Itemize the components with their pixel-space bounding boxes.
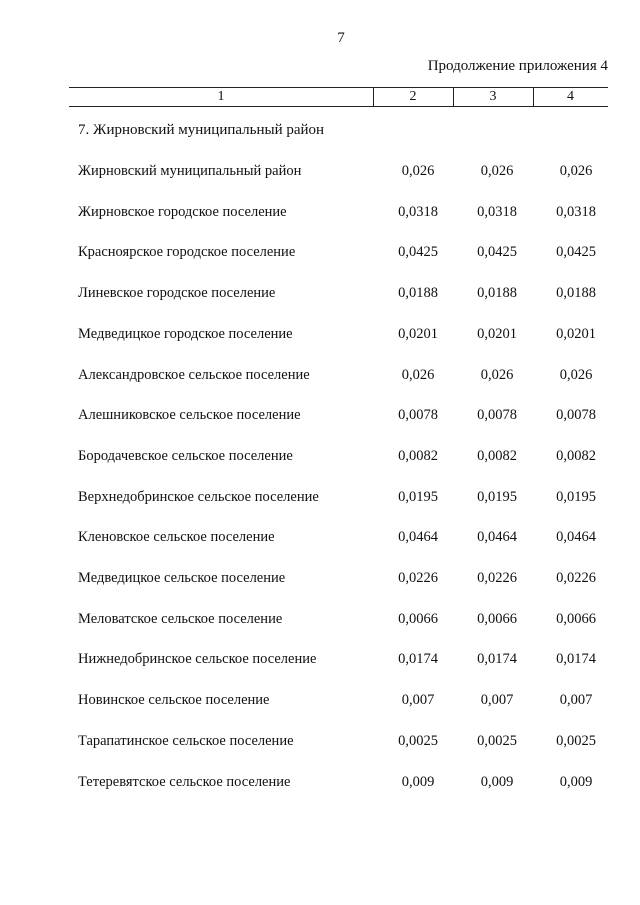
row-value-col3: 0,0226 [477, 570, 517, 586]
row-value-col3: 0,0078 [477, 407, 517, 424]
table-row [0, 608, 640, 634]
section-title: 7. Жирновский муниципальный район [78, 122, 325, 138]
column-header-2: 2 [409, 89, 417, 104]
row-value-col4: 0,0195 [556, 488, 596, 505]
row-value-col2: 0,0082 [398, 447, 438, 464]
table-row [0, 567, 640, 593]
row-value-col3: 0,0025 [477, 732, 517, 749]
table-row [0, 526, 640, 552]
row-value-col4: 0,0188 [556, 285, 596, 302]
row-value-col2: 0,009 [401, 773, 435, 790]
row-value-col3: 0,0195 [477, 488, 517, 505]
row-name: Жирновское городское поселение [78, 203, 287, 220]
row-name: Кленовское сельское поселение [78, 529, 275, 546]
table-row [0, 648, 640, 674]
row-value-col4: 0,0318 [556, 203, 596, 220]
row-name: Новинское сельское поселение [78, 692, 270, 709]
table-row [0, 160, 640, 186]
table-row [0, 323, 640, 349]
row-name: Меловатское сельское поселение [78, 610, 283, 627]
row-value-col2: 0,0066 [398, 610, 438, 627]
table-row [0, 364, 640, 390]
row-value-col2: 0,0174 [398, 651, 438, 668]
row-name: Бородачевское сельское поселение [78, 447, 293, 464]
row-name: Медведицкое сельское поселение [78, 570, 286, 586]
row-value-col3: 0,0425 [477, 244, 517, 261]
row-value-col3: 0,0464 [477, 529, 517, 546]
table-row [0, 445, 640, 471]
table-row [0, 241, 640, 267]
table-row [0, 201, 640, 227]
row-value-col3: 0,0082 [477, 447, 517, 464]
row-value-col4: 0,009 [559, 773, 593, 790]
row-value-col2: 0,007 [401, 692, 435, 709]
row-value-col4: 0,0425 [556, 244, 596, 261]
row-value-col4: 0,0201 [556, 325, 596, 342]
row-value-col4: 0,007 [559, 692, 593, 709]
row-value-col4: 0,026 [559, 163, 593, 179]
row-value-col4: 0,0025 [556, 732, 596, 749]
row-value-col3: 0,026 [480, 366, 514, 383]
table-row [0, 282, 640, 308]
column-header-4: 4 [567, 89, 574, 104]
continuation-note: Продолжение приложения 4 [427, 58, 608, 74]
column-header-3: 3 [489, 89, 497, 104]
row-value-col3: 0,0188 [477, 285, 517, 302]
row-value-col2: 0,026 [401, 366, 435, 383]
row-value-col4: 0,026 [559, 366, 593, 383]
row-value-col3: 0,026 [480, 163, 514, 179]
row-value-col2: 0,0464 [398, 529, 438, 546]
row-value-col3: 0,0201 [477, 325, 517, 342]
table-row [0, 689, 640, 715]
row-name: Алешниковское сельское поселение [78, 407, 301, 424]
row-value-col2: 0,0188 [398, 285, 438, 302]
row-name: Медведицкое городское поселение [78, 325, 293, 342]
row-value-col2: 0,026 [401, 163, 435, 179]
row-name: Жирновский муниципальный район [78, 163, 302, 179]
row-value-col2: 0,0195 [398, 488, 438, 505]
table-row [0, 404, 640, 430]
row-value-col2: 0,0425 [398, 244, 438, 261]
row-value-col2: 0,0078 [398, 407, 438, 424]
column-header-row [69, 87, 608, 107]
table-row [0, 730, 640, 756]
row-value-col4: 0,0066 [556, 610, 596, 627]
row-value-col3: 0,0174 [477, 651, 517, 668]
row-value-col3: 0,009 [480, 773, 514, 790]
row-value-col3: 0,0066 [477, 610, 517, 627]
row-name: Нижнедобринское сельское поселение [78, 651, 317, 668]
row-value-col2: 0,0025 [398, 732, 438, 749]
row-name: Верхнедобринское сельское поселение [78, 488, 319, 505]
page-number: 7 [337, 30, 345, 46]
row-value-col2: 0,0201 [398, 325, 438, 342]
column-header-1: 1 [217, 89, 225, 104]
row-value-col2: 0,0226 [398, 570, 438, 586]
row-name: Тарапатинское сельское поселение [78, 732, 294, 749]
table-row [0, 771, 640, 797]
row-name: Красноярское городское поселение [78, 244, 296, 261]
row-value-col4: 0,0174 [556, 651, 596, 668]
row-value-col2: 0,0318 [398, 203, 438, 220]
row-value-col4: 0,0078 [556, 407, 596, 424]
row-value-col4: 0,0464 [556, 529, 596, 546]
row-name: Линевское городское поселение [78, 285, 276, 302]
row-value-col3: 0,0318 [477, 203, 517, 220]
row-name: Тетеревятское сельское поселение [78, 773, 291, 790]
row-value-col4: 0,0082 [556, 447, 596, 464]
row-name: Александровское сельское поселение [78, 366, 310, 383]
table-row [0, 486, 640, 512]
row-value-col4: 0,0226 [556, 570, 596, 586]
row-value-col3: 0,007 [480, 692, 514, 709]
